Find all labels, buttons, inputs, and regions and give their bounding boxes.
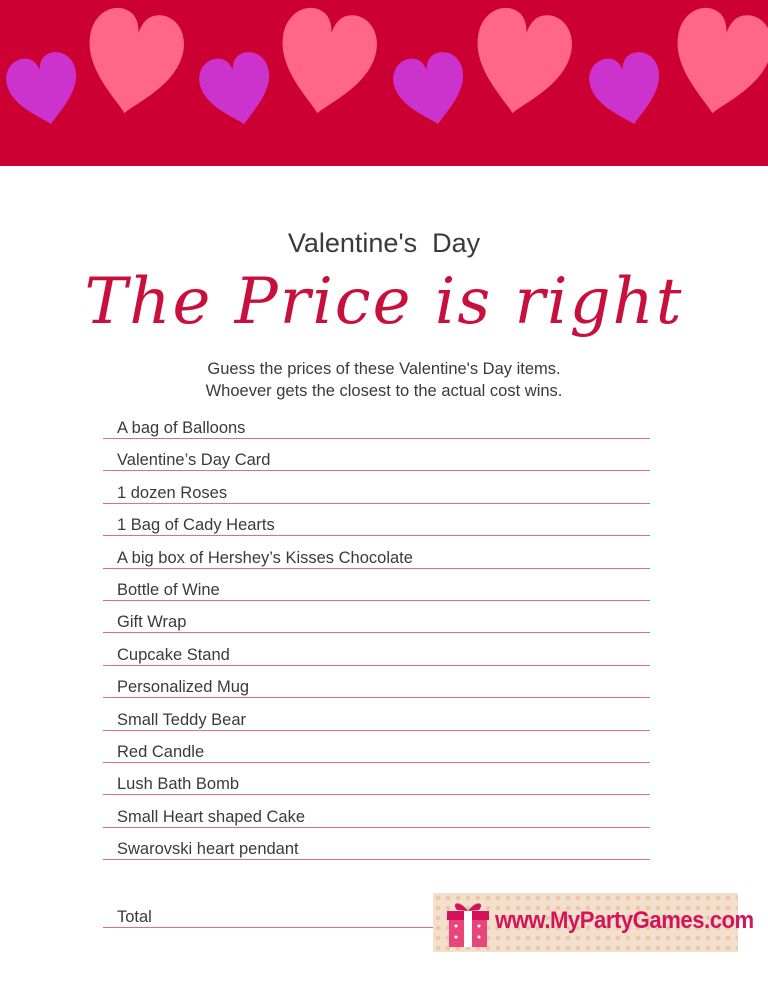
item-row: [103, 673, 650, 698]
item-label: Valentine’s Day Card: [117, 451, 271, 470]
item-label: A big box of Hershey’s Kisses Chocolate: [117, 548, 413, 567]
item-label: Swarovski heart pendant: [117, 840, 299, 859]
item-row: [103, 511, 650, 536]
item-row: [103, 738, 650, 763]
item-label: Small Teddy Bear: [117, 710, 247, 729]
page-subtitle: Valentine's Day: [287, 228, 481, 258]
item-label: 1 dozen Roses: [117, 483, 228, 502]
site-logo: [433, 893, 754, 952]
item-label: A bag of Balloons: [117, 419, 246, 437]
item-row: [103, 544, 650, 569]
item-row: [103, 414, 650, 439]
item-row: [103, 479, 650, 504]
item-label: Small Heart shaped Cake: [117, 807, 306, 826]
page-title: The Price is right: [84, 265, 684, 339]
item-row: [103, 446, 650, 471]
item-label: Personalized Mug: [117, 678, 250, 697]
total-row: [103, 903, 443, 928]
item-row: [103, 803, 650, 828]
logo-text: www.MyPartyGames.com: [495, 907, 754, 934]
item-label: Cupcake Stand: [117, 645, 230, 664]
item-row: [103, 576, 650, 601]
item-label: Bottle of Wine: [117, 581, 220, 599]
item-row: [103, 706, 650, 731]
instructions-line-1: Guess the prices of these Valentine's Day items.: [207, 360, 561, 378]
item-label: Gift Wrap: [117, 613, 187, 632]
instructions-line-2: Whoever gets the closest to the actual cost wins.: [205, 382, 563, 400]
item-label: Red Candle: [117, 743, 205, 761]
gift-icon: [445, 897, 491, 949]
item-row: [103, 835, 650, 860]
item-row: [103, 641, 650, 666]
item-row: [103, 608, 650, 633]
item-label: 1 Bag of Cady Hearts: [117, 516, 275, 535]
item-row: [103, 770, 650, 795]
item-label: Lush Bath Bomb: [117, 775, 239, 794]
total-label: Total: [117, 908, 152, 926]
